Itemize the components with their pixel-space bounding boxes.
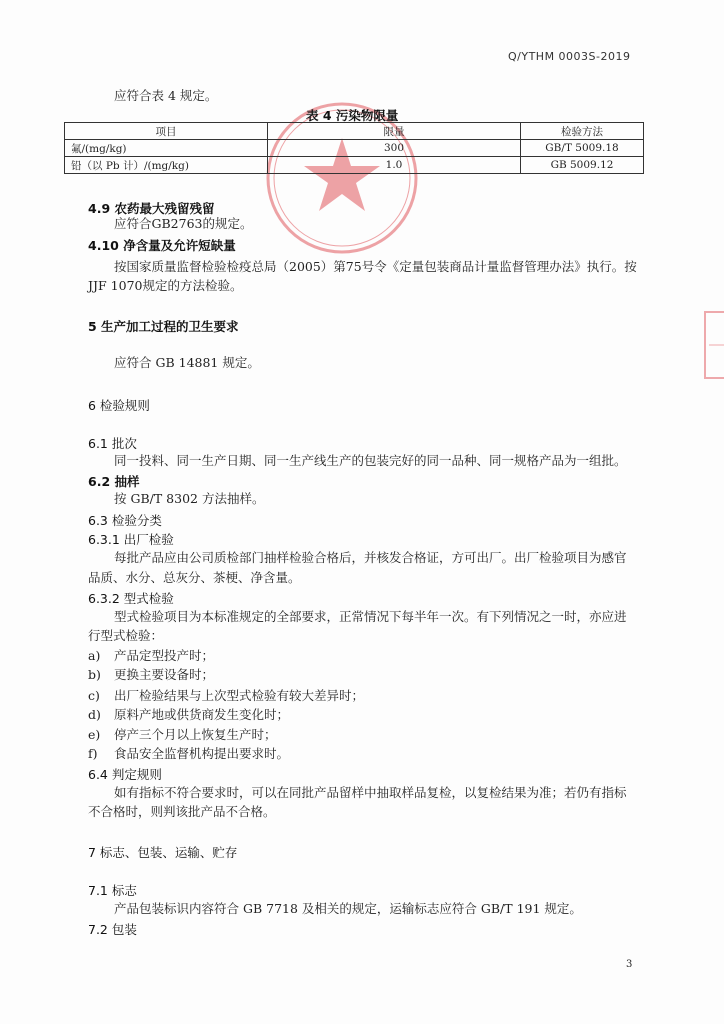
- list-item-c-mark: c): [88, 688, 100, 703]
- list-item-e-mark: e): [88, 727, 101, 742]
- header-limit: 限量: [268, 123, 521, 140]
- section-6-3-title: 6.3 检验分类: [88, 513, 162, 528]
- intro-line: 应符合表 4 规定。: [114, 88, 218, 103]
- section-6-4-body-1: 如有指标不符合要求时，可以在同批产品留样中抽取样品复检，以复检结果为准；若仍有指标: [114, 785, 627, 800]
- section-6-1-body: 同一投料、同一生产日期、同一生产线生产的包装完好的同一品种、同一规格产品为一组批。: [114, 453, 627, 468]
- cell-method: GB 5009.12: [521, 157, 644, 174]
- section-6-2-title: 6.2 抽样: [88, 474, 140, 489]
- table-caption: 表 4 污染物限量: [306, 108, 399, 123]
- cell-method: GB/T 5009.18: [521, 140, 644, 157]
- header-method: 检验方法: [521, 123, 644, 140]
- section-6-3-2-title: 6.3.2 型式检验: [88, 591, 174, 606]
- section-4-10-title: 4.10 净含量及允许短缺量: [88, 238, 236, 253]
- section-6-4-body-2: 不合格时，则判该批产品不合格。: [88, 804, 276, 819]
- table-row: [65, 157, 644, 174]
- table-header-row: [65, 123, 644, 140]
- section-7-title: 7 标志、包装、运输、贮存: [88, 845, 238, 860]
- section-7-1-body: 产品包装标识内容符合 GB 7718 及相关的规定，运输标志应符合 GB/T 191 规定。: [114, 901, 582, 916]
- section-6-3-1-title: 6.3.1 出厂检验: [88, 532, 174, 547]
- section-6-3-2-body-2: 行型式检验：: [88, 628, 164, 643]
- section-4-10-body-1: 按国家质量监督检验检疫总局（2005）第75号令《定量包装商品计量监督管理办法》执行。按: [114, 259, 637, 274]
- section-6-3-1-body-1: 每批产品应由公司质检部门抽样检验合格后，并核发合格证，方可出厂。出厂检验项目为感官: [114, 550, 627, 565]
- page-number: 3: [626, 959, 633, 970]
- header-item: 项目: [65, 123, 268, 140]
- list-item-a-mark: a): [88, 648, 101, 663]
- cell-limit: 300: [268, 140, 521, 157]
- list-item-b-text: 更换主要设备时；: [114, 667, 215, 682]
- cell-item: 氟/(mg/kg): [65, 140, 268, 157]
- section-6-3-2-body-1: 型式检验项目为本标准规定的全部要求，正常情况下每半年一次。有下列情况之一时，亦应进: [114, 609, 627, 624]
- list-item-d-mark: d): [88, 707, 101, 722]
- section-7-2-title: 7.2 包装: [88, 922, 137, 937]
- standard-code: Q/YTHM 0003S-2019: [508, 50, 631, 63]
- section-4-10-body-2: JJF 1070规定的方法检验。: [88, 278, 243, 293]
- partial-seal-icon: [703, 310, 724, 380]
- cell-item: 铅（以 Pb 计）/(mg/kg): [65, 157, 268, 174]
- list-item-d-text: 原料产地或供货商发生变化时；: [114, 707, 290, 722]
- section-6-3-1-body-2: 品质、水分、总灰分、茶梗、净含量。: [88, 570, 301, 585]
- section-6-2-body: 按 GB/T 8302 方法抽样。: [114, 491, 265, 506]
- list-item-e-text: 停产三个月以上恢复生产时；: [114, 727, 277, 742]
- section-4-9-body: 应符合GB2763的规定。: [114, 216, 253, 231]
- section-6-4-title: 6.4 判定规则: [88, 767, 162, 782]
- section-5-body: 应符合 GB 14881 规定。: [114, 355, 260, 370]
- cell-limit: 1.0: [268, 157, 521, 174]
- list-item-c-text: 出厂检验结果与上次型式检验有较大差异时；: [114, 688, 365, 703]
- section-7-1-title: 7.1 标志: [88, 883, 137, 898]
- section-6-title: 6 检验规则: [88, 398, 150, 413]
- pollutant-limit-table: [64, 122, 644, 174]
- list-item-b-mark: b): [88, 667, 101, 682]
- list-item-f-text: 食品安全监督机构提出要求时。: [114, 746, 290, 761]
- section-5-title: 5 生产加工过程的卫生要求: [88, 319, 239, 334]
- section-6-1-title: 6.1 批次: [88, 436, 137, 451]
- list-item-a-text: 产品定型投产时；: [114, 648, 215, 663]
- list-item-f-mark: f): [88, 746, 98, 761]
- table-row: [65, 140, 644, 157]
- section-4-9-title: 4.9 农药最大残留残留: [88, 201, 215, 216]
